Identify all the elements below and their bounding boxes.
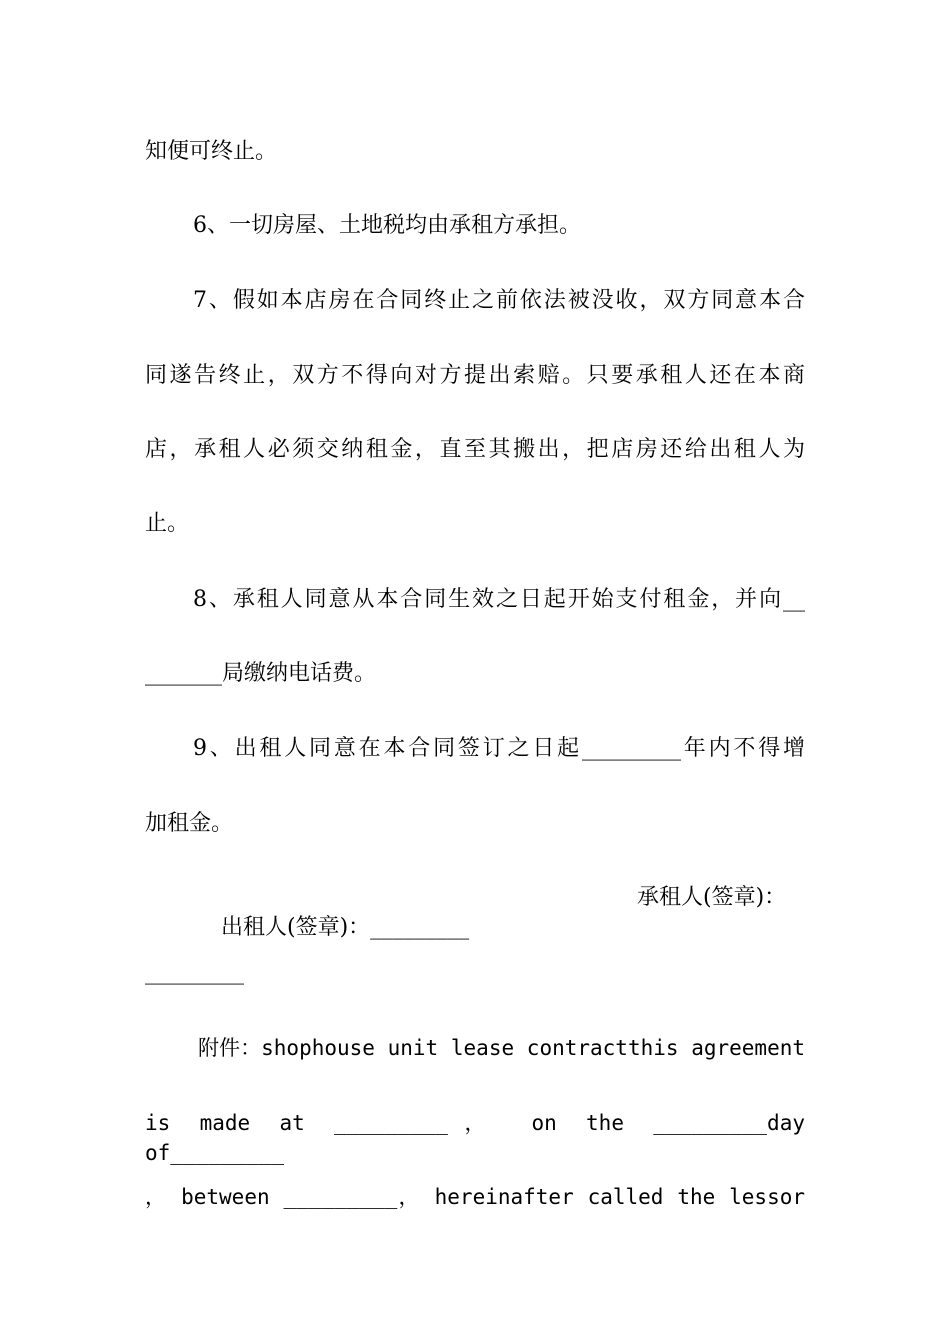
clause-6: 6、一切房屋、土地税均由承租方承担。 <box>193 213 581 238</box>
clause-9-line-1: 9、出租人同意在本合同签订之日起_________年内不得增 <box>193 736 805 761</box>
appendix-line-3: ， between _________， hereinafter called the lessor <box>145 1185 805 1209</box>
appendix-line-2: is made at _________， on the _________day of_________ <box>145 1111 805 1165</box>
appendix-line-1: 附件：shophouse unit lease contractthis agreement <box>198 1036 805 1060</box>
clause-9-line-2: 加租金。 <box>145 811 234 836</box>
clause-7-line-3: 店，承租人必须交纳租金，直至其搬出，把店房还给出租人为 <box>145 437 805 462</box>
lessee-signature: 承租人(签章)： <box>637 885 787 910</box>
clause-7-line-1: 7、假如本店房在合同终止之前依法被没收，双方同意本合 <box>193 288 805 313</box>
lessee-signature-blank: _________ <box>145 960 244 985</box>
lessor-signature: 出租人(签章)：_________ <box>220 915 470 940</box>
clause-7-line-2: 同遂告终止，双方不得向对方提出索赔。只要承租人还在本商 <box>145 363 805 388</box>
clause-8-line-1: 8、承租人同意从本合同生效之日起开始支付租金，并向__ <box>193 587 805 612</box>
clause-7-line-4: 止。 <box>145 511 190 536</box>
text-line-1: 知便可终止。 <box>145 139 278 164</box>
clause-8-line-2: _______局缴纳电话费。 <box>145 661 377 686</box>
